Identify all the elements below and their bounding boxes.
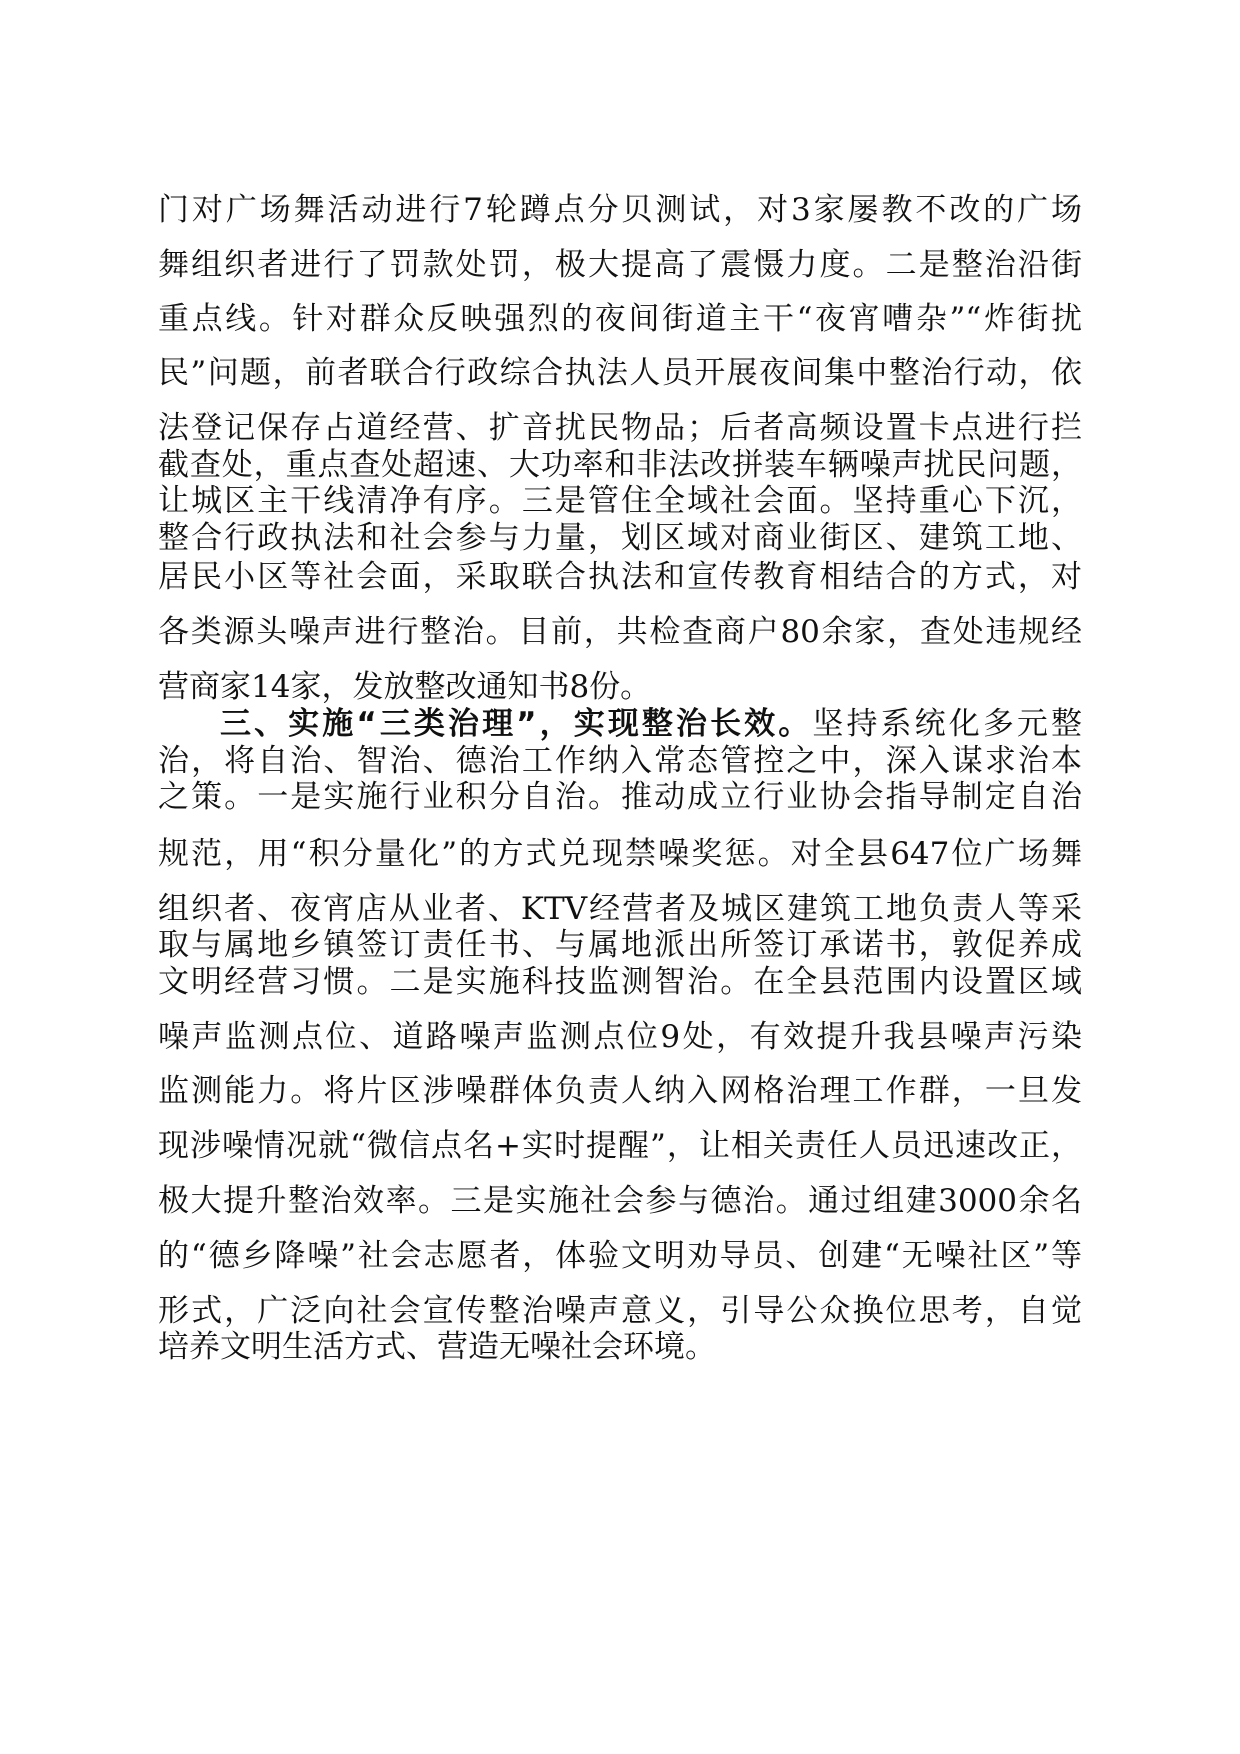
paragraph-line: 法登记保存占道经营、扩音扰民物品；后者高频设置卡点进行拦 [158,410,1082,446]
paragraph-line: 舞组织者进行了罚款处罚，极大提高了震慑力度。二是整治沿街 [158,247,1082,283]
paragraph-line: 现涉噪情况就“微信点名+实时提醒”，让相关责任人员迅速改正， [158,1128,1082,1164]
paragraph-line: 形式，广泛向社会宣传整治噪声意义，引导公众换位思考，自觉 [158,1293,1082,1329]
paragraph-line: 整合行政执法和社会参与力量，划区域对商业街区、建筑工地、 [158,520,1082,556]
paragraph-line: 让城区主干线清净有序。三是管住全域社会面。坚持重心下沉， [158,483,1082,519]
paragraph-line: 的“德乡降噪”社会志愿者，体验文明劝导员、创建“无噪社区”等 [158,1238,1082,1274]
paragraph-line: 取与属地乡镇签订责任书、与属地派出所签订承诺书，敦促养成 [158,927,1082,963]
paragraph-line: 之策。一是实施行业积分自治。推动成立行业协会指导制定自治 [158,779,1082,815]
paragraph-line: 组织者、夜宵店从业者、KTV经营者及城区建筑工地负责人等采 [158,891,1082,927]
paragraph-line: 培养文明生活方式、营造无噪社会环境。 [158,1329,716,1365]
paragraph-line: 民”问题，前者联合行政综合执法人员开展夜间集中整治行动，依 [158,355,1082,391]
paragraph-line: 文明经营习惯。二是实施科技监测智治。在全县范围内设置区域 [158,964,1082,1000]
paragraph-line: 居民小区等社会面，采取联合执法和宣传教育相结合的方式，对 [158,559,1082,595]
paragraph-line: 各类源头噪声进行整治。目前，共检查商户80余家，查处违规经 [158,614,1082,650]
paragraph-line: 规范，用“积分量化”的方式兑现禁噪奖惩。对全县647位广场舞 [158,836,1082,872]
paragraph-line: 噪声监测点位、道路噪声监测点位9处，有效提升我县噪声污染 [158,1019,1082,1055]
paragraph-line: 截查处，重点查处超速、大功率和非法改拼装车辆噪声扰民问题， [158,447,1082,483]
paragraph-line: 门对广场舞活动进行7轮蹲点分贝测试，对3家屡教不改的广场 [158,192,1082,228]
paragraph-line: 重点线。针对群众反映强烈的夜间街道主干“夜宵嘈杂”“炸街扰 [158,301,1082,337]
paragraph-line: 营商家14家，发放整改通知书8份。 [158,669,652,705]
section-heading: 三、实施“三类治理”，实现整治长效。 [220,706,813,742]
section-lead-text: 坚持系统化多元整 [812,706,1083,742]
paragraph-line: 监测能力。将片区涉噪群体负责人纳入网格治理工作群，一旦发 [158,1073,1082,1109]
paragraph-line: 治，将自治、智治、德治工作纳入常态管控之中，深入谋求治本 [158,743,1082,779]
paragraph-line: 极大提升整治效率。三是实施社会参与德治。通过组建3000余名 [158,1183,1082,1219]
